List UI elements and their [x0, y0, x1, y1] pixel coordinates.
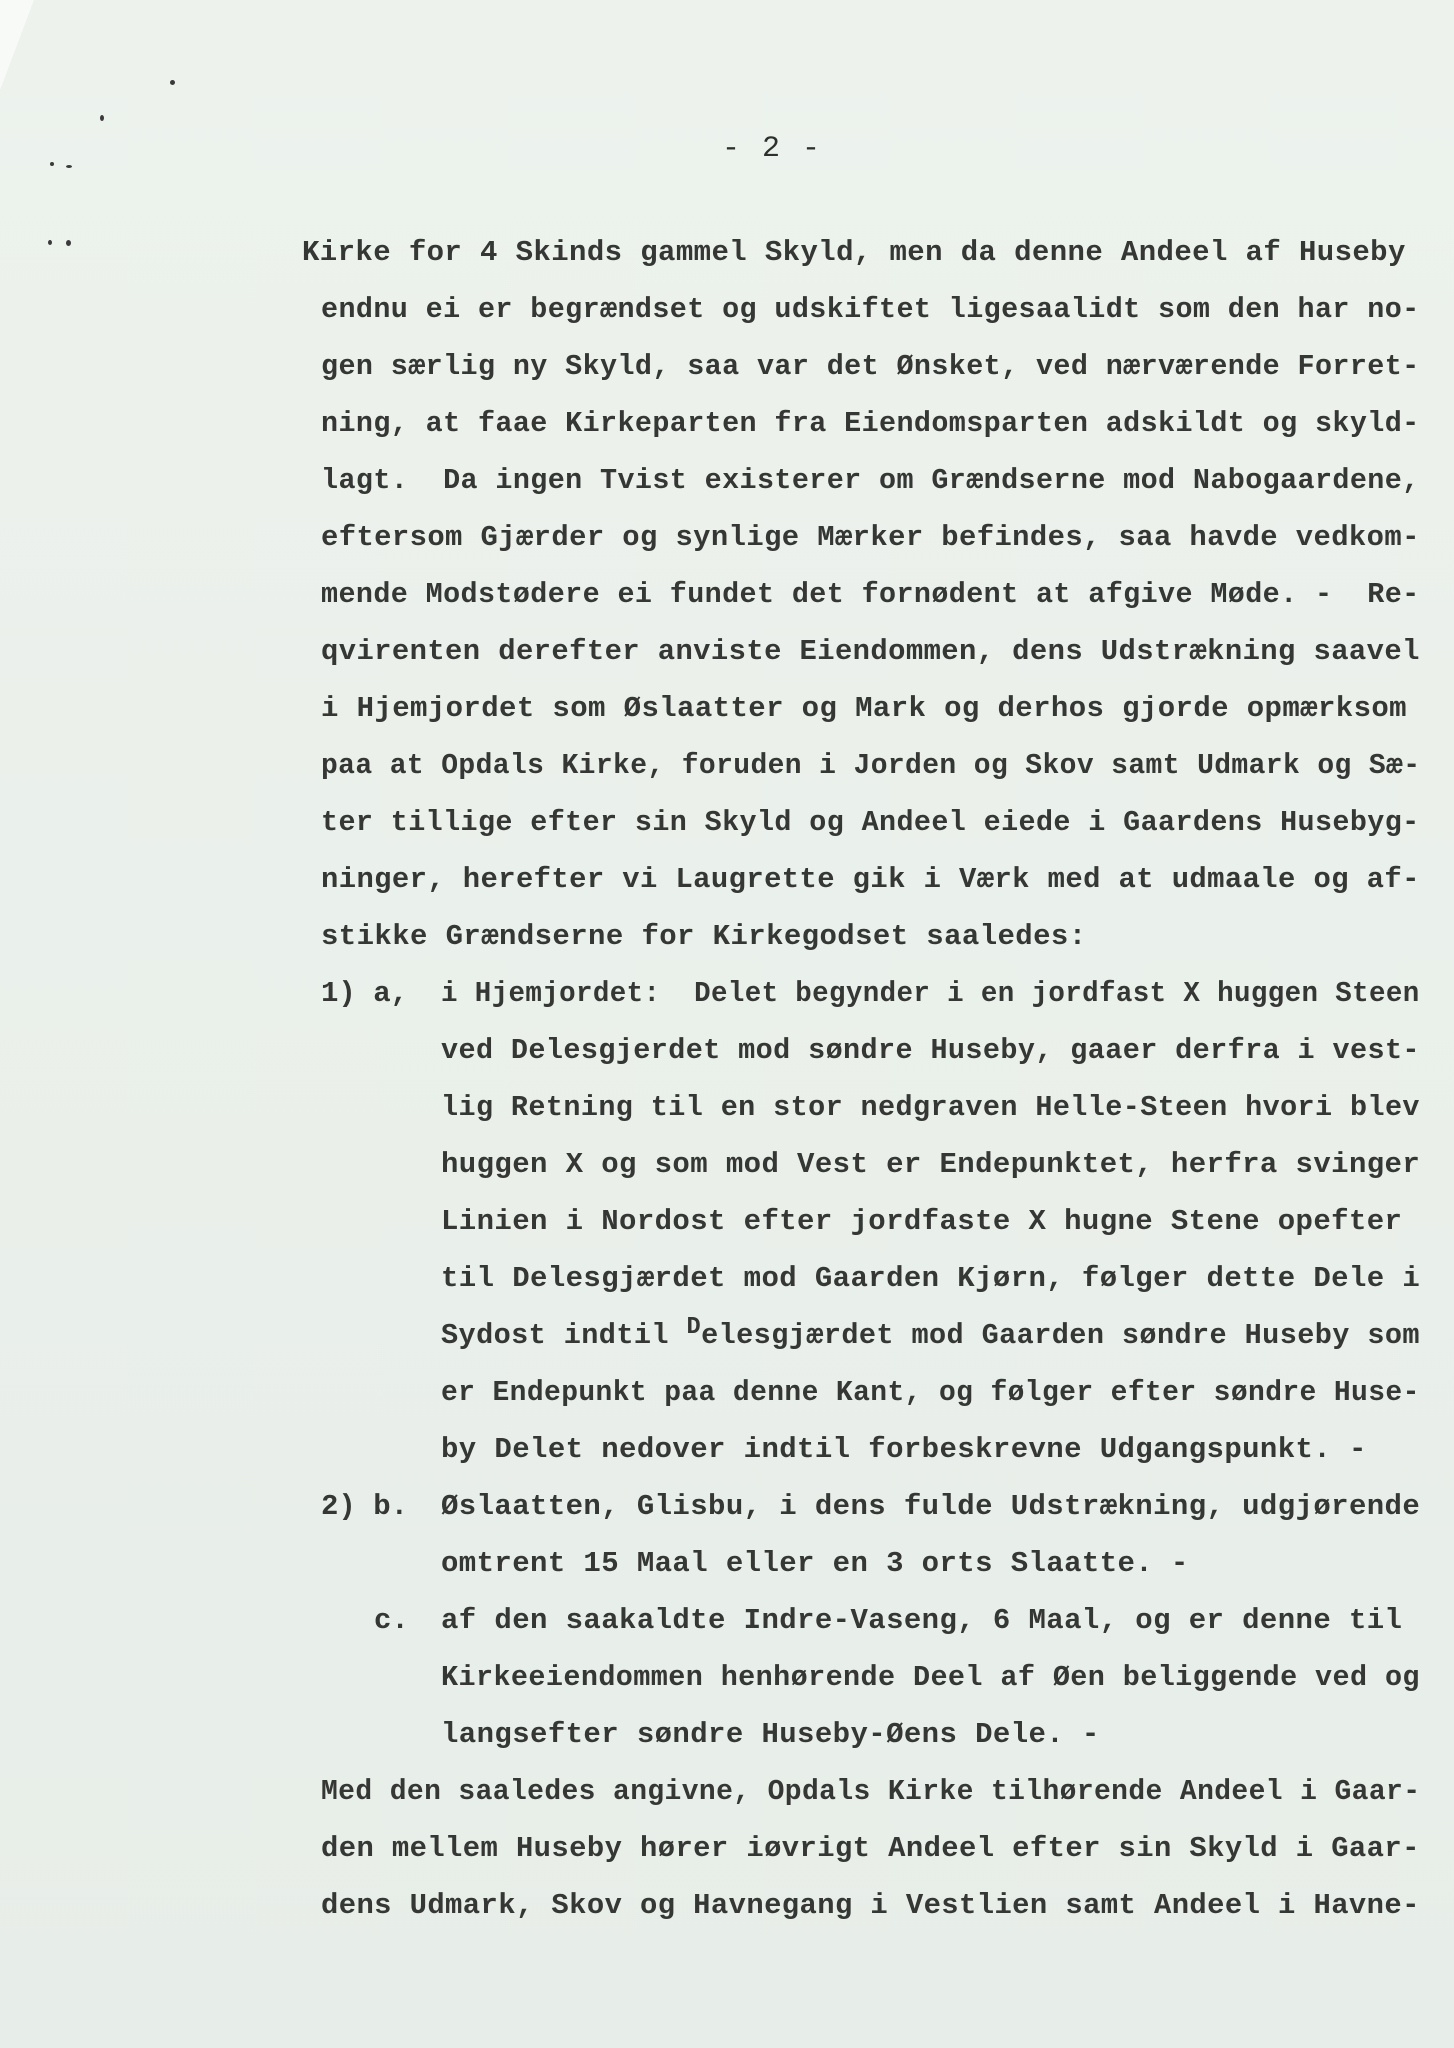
item-label-c: c.	[374, 1604, 409, 1637]
item-1a-line: huggen X og som mod Vest er Endepunktet, herfra svinger	[441, 1148, 1421, 1181]
item-1a-line: Linien i Nordost efter jordfaste X hugne Stene opefter	[441, 1205, 1403, 1238]
item-label-2b: 2) b.	[321, 1490, 409, 1523]
margin-speck	[170, 80, 175, 85]
margin-speck	[48, 240, 52, 245]
body-line: paa at Opdals Kirke, foruden i Jorden og Skov samt Udmark og Sæ-	[321, 749, 1421, 782]
body-line: mende Modstødere ei fundet det fornødent at afgive Møde. - Re-	[321, 578, 1420, 611]
margin-speck	[66, 240, 71, 246]
item-1a-line: lig Retning til en stor nedgraven Helle-Steen hvori blev	[441, 1091, 1420, 1124]
body-line: i Hjemjordet som Øslaatter og Mark og derhos gjorde opmærksom	[321, 692, 1407, 725]
closing-line: Med den saaledes angivne, Opdals Kirke tilhørende Andeel i Gaar-	[321, 1775, 1421, 1808]
item-1a-line: i Hjemjordet: Delet begynder i en jordfast X huggen Steen	[441, 977, 1420, 1010]
line-rest: elesgjærdet mod Gaarden søndre Huseby som	[701, 1319, 1420, 1352]
item-1a-line	[441, 1314, 1420, 1352]
item-1a-line: til Delesgjærdet mod Gaarden Kjørn, følger dette Dele i	[441, 1262, 1421, 1295]
item-1a-line: by Delet nedover indtil forbeskrevne Udgangspunkt. -	[441, 1433, 1367, 1466]
body-line: Kirke for 4 Skinds gammel Skyld, men da denne Andeel af Huseby	[302, 236, 1406, 269]
item-2b-line: omtrent 15 Maal eller en 3 orts Slaatte. -	[441, 1547, 1189, 1580]
item-c-line: langsefter søndre Huseby-Øens Dele. -	[441, 1718, 1100, 1751]
body-line: eftersom Gjærder og synlige Mærker befindes, saa havde vedkom-	[321, 521, 1420, 554]
item-c-line: Kirkeeiendommen henhørende Deel af Øen beliggende ved og	[441, 1661, 1420, 1694]
body-line: stikke Grændserne for Kirkegodset saaledes:	[321, 920, 1087, 953]
closing-line: den mellem Huseby hører iøvrigt Andeel efter sin Skyld i Gaar-	[321, 1832, 1420, 1865]
item-c-line: af den saakaldte Indre-Vaseng, 6 Maal, og er denne til	[441, 1604, 1403, 1637]
body-line: ning, at faae Kirkeparten fra Eiendomsparten adskildt og skyld-	[321, 407, 1420, 440]
folded-corner	[0, 0, 34, 90]
body-line: ninger, herefter vi Laugrette gik i Værk med at udmaale og af-	[321, 863, 1420, 896]
margin-speck	[100, 115, 104, 121]
body-line: gen særlig ny Skyld, saa var det Ønsket, ved nærværende Forret-	[321, 350, 1420, 383]
line-start: Sydost indtil	[441, 1319, 687, 1352]
item-2b-line: Øslaatten, Glisbu, i dens fulde Udstrækning, udgjørende	[441, 1490, 1421, 1523]
closing-line: dens Udmark, Skov og Havnegang i Vestlien samt Andeel i Havne-	[321, 1889, 1420, 1922]
body-line: endnu ei er begrændset og udskiftet ligesaalidt som den har no-	[321, 293, 1420, 326]
body-line: ter tillige efter sin Skyld og Andeel eiede i Gaardens Husebyg-	[321, 806, 1420, 839]
body-line: lagt. Da ingen Tvist existerer om Grændserne mod Nabogaardene,	[321, 464, 1420, 497]
body-line: qvirenten derefter anviste Eiendommen, dens Udstrækning saavel	[321, 635, 1420, 668]
page-number: - 2 -	[721, 132, 822, 166]
item-1a-line: ved Delesgjerdet mod søndre Huseby, gaaer derfra i vest-	[441, 1034, 1420, 1067]
superscript-initial: D	[686, 1314, 702, 1341]
item-label-1a: 1) a,	[321, 977, 409, 1010]
item-1a-line: er Endepunkt paa denne Kant, og følger efter søndre Huse-	[441, 1376, 1420, 1409]
